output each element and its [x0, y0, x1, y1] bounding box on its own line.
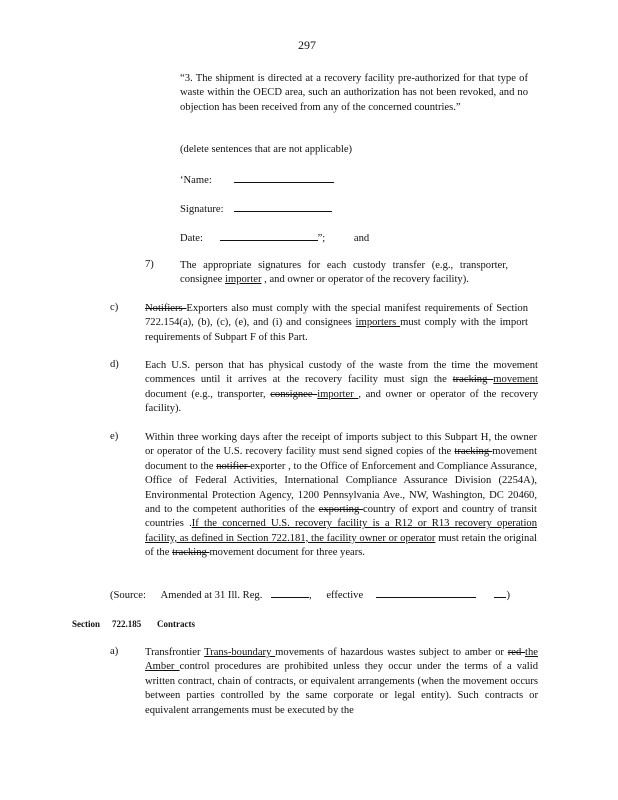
- deleted-text: consignee: [270, 388, 318, 400]
- source-note: [110, 588, 510, 601]
- effective-blank: [376, 588, 476, 598]
- source-open: (Source:: [110, 590, 146, 601]
- and-text: and: [353, 233, 370, 244]
- signature-line: [180, 202, 332, 215]
- date-label: Date:: [180, 233, 203, 244]
- deleted-text: red: [507, 647, 526, 658]
- deleted-text: tracking: [172, 547, 210, 559]
- deleted-text: notifier: [216, 460, 251, 472]
- section-number: 722.185: [112, 619, 142, 629]
- inserted-text: importers: [355, 317, 401, 329]
- date-field: [220, 231, 318, 241]
- deleted-text: Notifiers: [145, 303, 187, 314]
- effective-blank-2: [494, 588, 506, 598]
- reg-blank: [271, 588, 309, 598]
- item-d-marker: d): [110, 359, 119, 370]
- inserted-text: the Amber: [145, 647, 538, 673]
- item-d-text: Each U.S. person that has physical custody of the waste from the time the movement commences until it arrives at the recovery facility must sign the tracking movement document (e.g., transporter, consignee importer , and owner or operator of the recovery facility).: [145, 360, 538, 415]
- deleted-text: tracking: [452, 374, 494, 386]
- name-field: [234, 173, 334, 183]
- source-close: ): [506, 590, 511, 601]
- item7-text: The appropriate signatures for each custody transfer (e.g., transporter, consignee importer , and owner or operator of the recovery facility).: [180, 260, 508, 286]
- date-line: [180, 231, 369, 244]
- signature-label: Signature:: [180, 204, 224, 215]
- deleted-text: tracking: [454, 446, 493, 458]
- inserted-text: If the concerned U.S. recovery facility is a R12 or R13 recovery operation facility, as defined in Section 722.181, the facility owner or operator: [145, 518, 537, 544]
- item-a-text: Transfrontier Trans-boundary movements of hazardous wastes subject to amber or red the Amber control procedures are prohibited unless they occur under the terms of a valid written contract, chain of contracts, or equivalent arrangements (when the movement occurs between parties controlled by the same corporate or legal entity). Such contracts or equivalent arrangements must be executed by the: [145, 647, 538, 716]
- inserted-text: movement: [493, 374, 538, 386]
- date-close: ”;: [317, 233, 326, 244]
- source-comma: ,: [309, 590, 312, 601]
- item-c-marker: c): [110, 302, 119, 313]
- item-e-text: Within three working days after the receipt of imports subject to this Subpart H, the owner or operator of the U.S. recovery facility must send signed copies of the tracking movement document to the notifier exporter , to the Office of Enforcement and Compliance Assurance, Office of Federal Activities, International Compliance Assurance Division (2254A), Environmental Protection Agency, 1200 Pennsylvania Ave., NW, Washington, DC 20460, and to the competent authorities of the exporting country of export and country of transit countries .If the concerned U.S. recovery facility is a R12 or R13 recovery operation facility, as defined in Section 722.181, the facility owner or operator must retain the original of the tracking movement document for three years.: [145, 432, 538, 559]
- source-amended: Amended at 31 Ill. Reg.: [160, 590, 263, 601]
- item-e-marker: e): [110, 431, 119, 442]
- name-label: ‘Name:: [180, 175, 212, 186]
- source-effective: effective: [326, 590, 364, 601]
- inserted-text: Trans-boundary: [204, 647, 276, 658]
- name-line: [180, 173, 334, 186]
- inserted-text: importer: [317, 388, 359, 400]
- section-title: Contracts: [157, 619, 195, 629]
- section-label: Section: [72, 619, 100, 629]
- delete-note: (delete sentences that are not applicable): [180, 144, 353, 155]
- deleted-text: exporting: [318, 504, 364, 516]
- quote-paragraph: “3. The shipment is directed at a recovery facility pre-authorized for that type of waste within the OECD area, such an authorization has not been revoked, and no objection has been received from any of the concerned countries.”: [180, 73, 528, 113]
- item-c-text: Notifiers Exporters also must comply with the special manifest requirements of Section 722.154(a), (b), (c), (e), and (i) and consignees importers must comply with the import requirements of Subpart F of this Part.: [145, 303, 528, 343]
- inserted-text: importer: [225, 274, 262, 286]
- item-a-marker: a): [110, 646, 119, 657]
- item7-marker: 7): [145, 259, 154, 270]
- signature-field: [234, 202, 332, 212]
- page-number: 297: [298, 38, 316, 52]
